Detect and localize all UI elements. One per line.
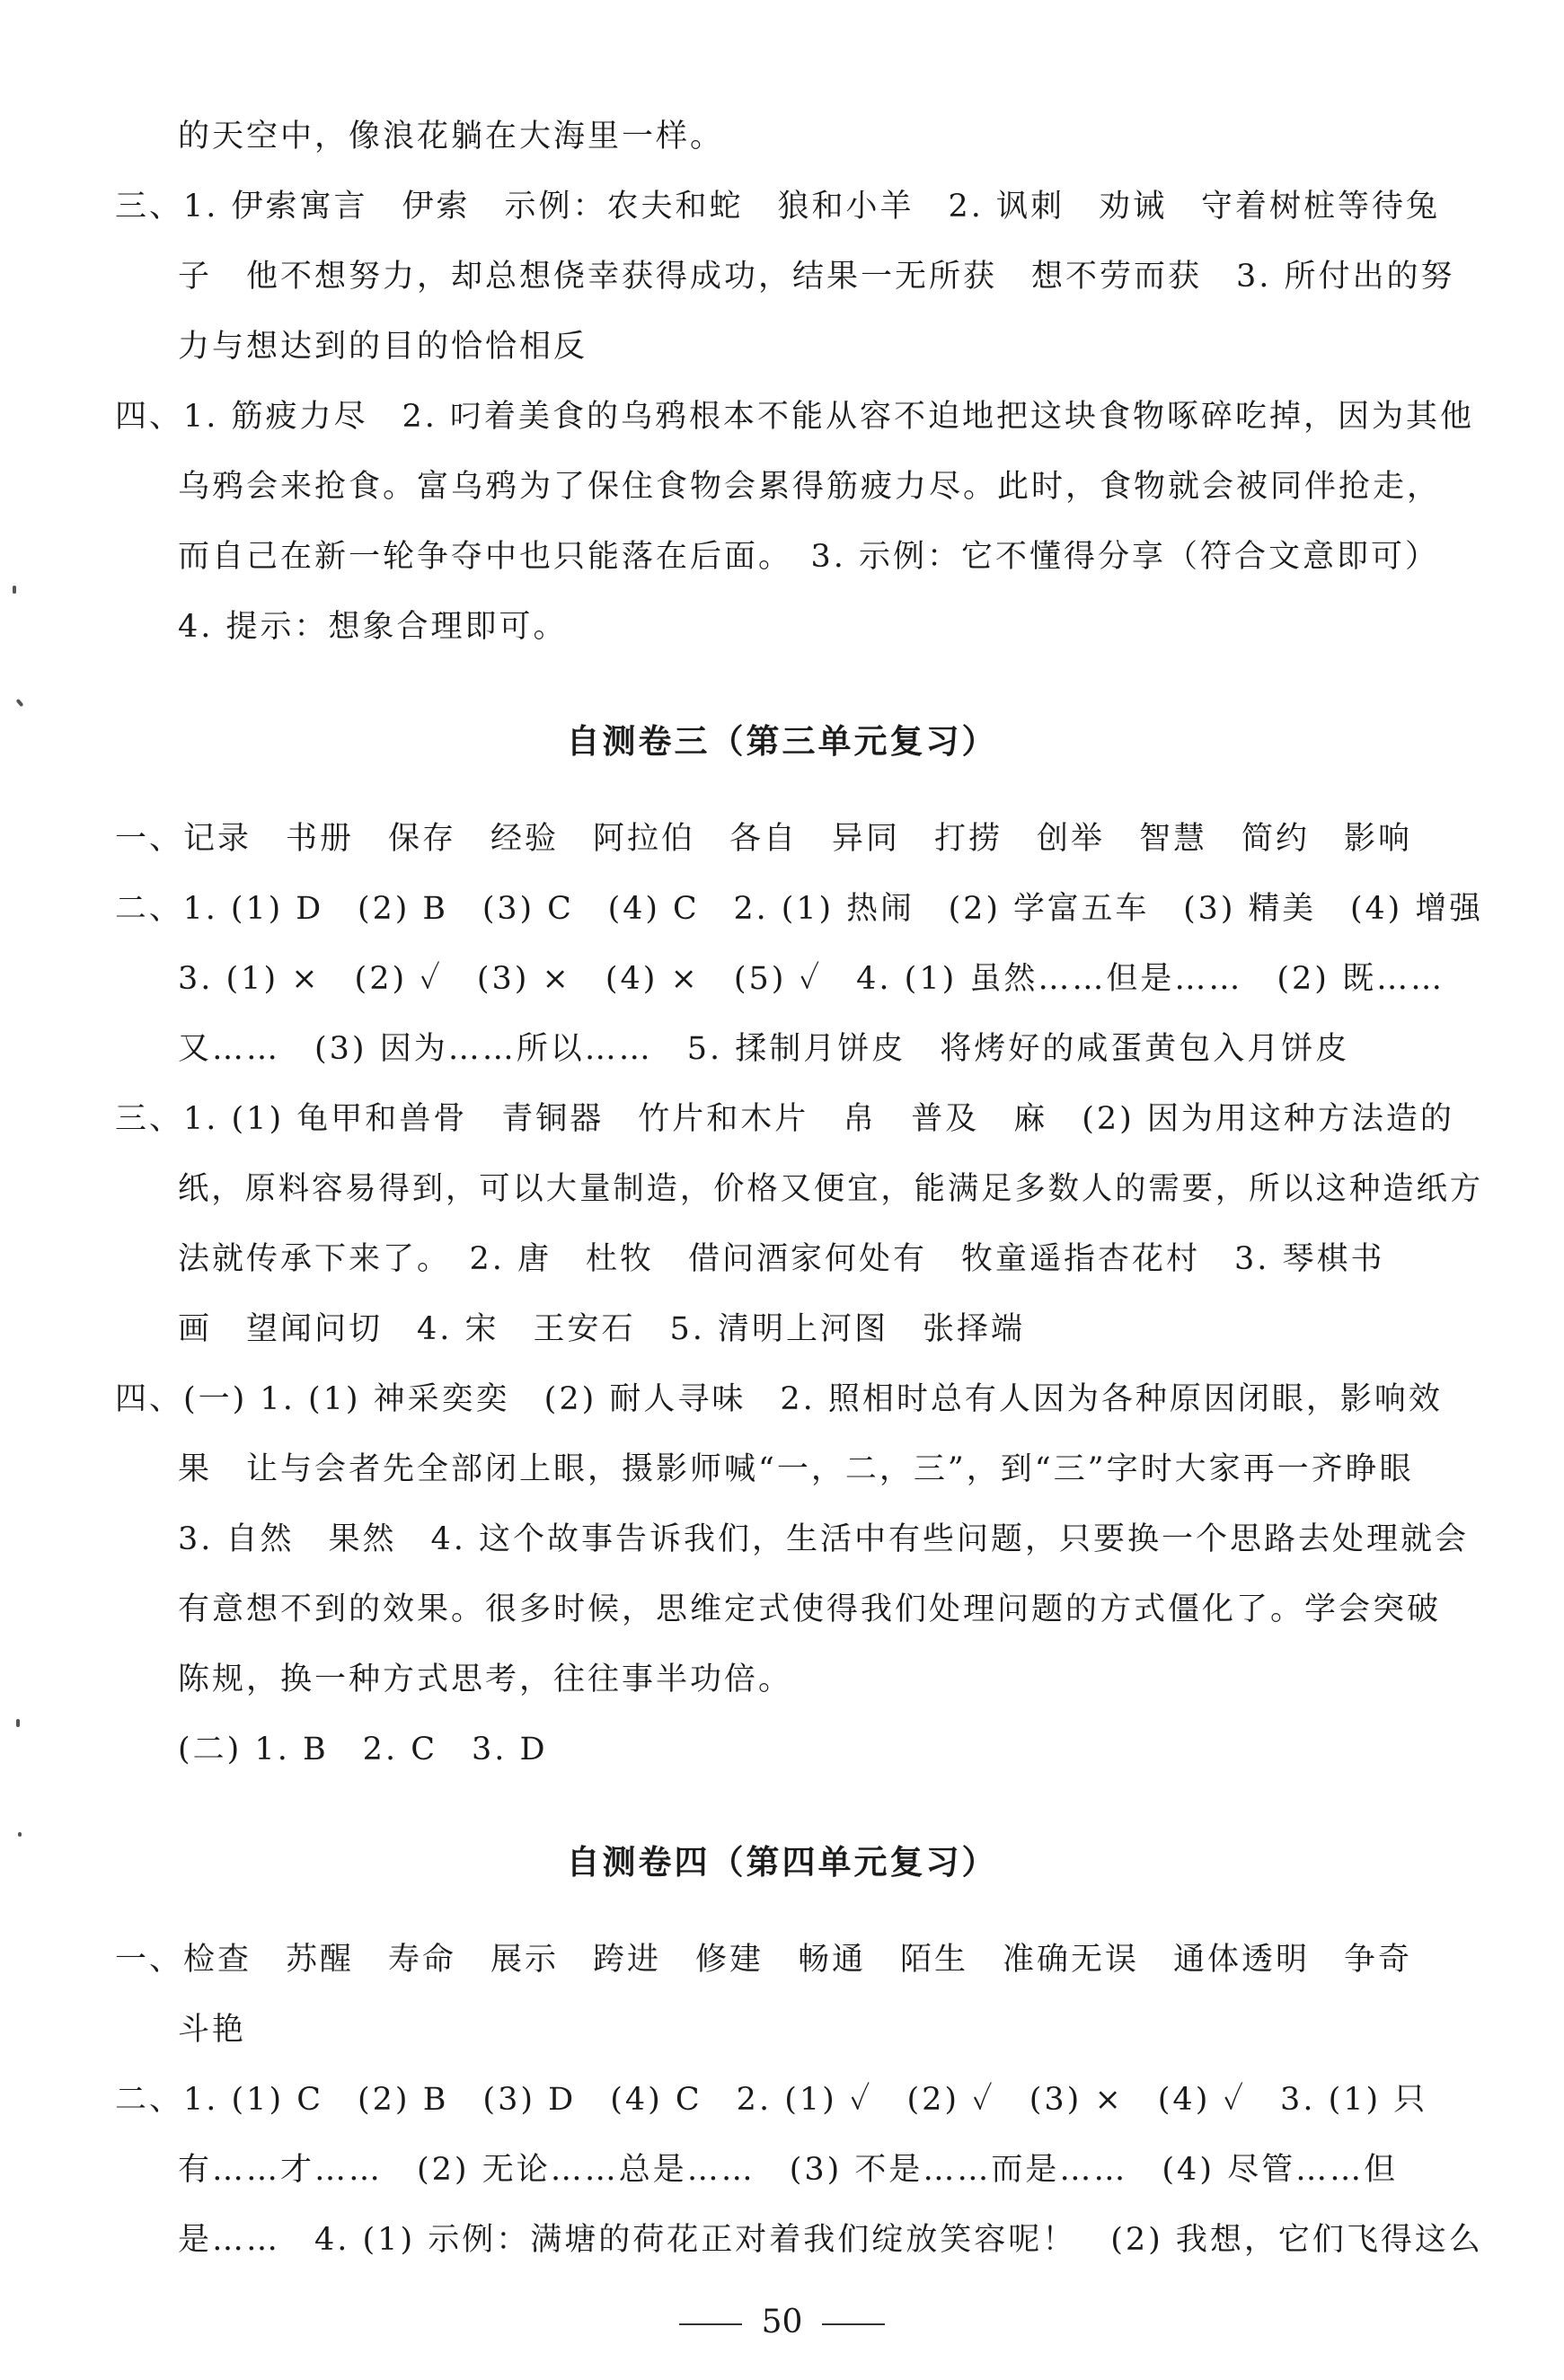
text-line: 纸，原料容易得到，可以大量制造，价格又便宜，能满足多数人的需要，所以这种造纸方 (178, 1171, 1483, 1207)
text-line: 是…… 4. (1) 示例：满塘的荷花正对着我们绽放笑容呢！ (2) 我想，它们飞得这么 (178, 2222, 1483, 2258)
text-line: 一、记录 书册 保存 经验 阿拉伯 各自 异同 打捞 创举 智慧 简约 影响 (115, 821, 1413, 857)
text-line: 画 望闻问切 4. 宋 王安石 5. 清明上河图 张择端 (178, 1311, 1026, 1347)
scan-speck (18, 1832, 22, 1837)
text-line: 三、1. 伊索寓言 伊索 示例：农夫和蛇 狼和小羊 2. 讽刺 劝诫 守着树桩等待兔 (115, 189, 1441, 225)
text-line: 4. 提示：想象合理即可。 (178, 609, 568, 645)
page-number-left-dash (679, 2323, 742, 2325)
text-line: 果 让与会者先全部闭上眼，摄影师喊“一，二，三”，到“三”字时大家再一齐睁眼 (178, 1451, 1414, 1487)
text-line: 四、(一) 1. (1) 神采奕奕 (2) 耐人寻味 2. 照相时总有人因为各种原因闭眼，影响效 (115, 1381, 1443, 1417)
text-line: 斗艳 (178, 2012, 247, 2048)
text-line: 有……才…… (2) 无论……总是…… (3) 不是……而是…… (4) 尽管……但 (178, 2152, 1399, 2188)
text-line: 子 他不想努力，却总想侥幸获得成功，结果一无所获 想不劳而获 3. 所付出的努 (178, 259, 1455, 295)
text-line: 三、1. (1) 龟甲和兽骨 青铜器 竹片和木片 帛 普及 麻 (2) 因为用这种方法造的 (115, 1101, 1454, 1137)
text-line: 力与想达到的目的恰恰相反 (178, 329, 588, 365)
text-line: 二、1. (1) C (2) B (3) D (4) C 2. (1) ✓ (2) ✓ (3) × (4) ✓ 3. (1) 只 (115, 2082, 1428, 2118)
text-line: 而自己在新一轮争夺中也只能落在后面。 3. 示例：它不懂得分享（符合文意即可） (178, 539, 1440, 575)
page-number-right-dash (822, 2323, 885, 2325)
scan-speck (13, 586, 16, 594)
text-line: 一、检查 苏醒 寿命 展示 跨进 修建 畅通 陌生 准确无误 通体透明 争奇 (115, 1942, 1413, 1978)
text-line: 陈规，换一种方式思考，往往事半功倍。 (178, 1662, 793, 1697)
scan-speck (16, 699, 24, 707)
page-number-value: 50 (761, 2304, 803, 2340)
text-line: (二) 1. B 2. C 3. D (178, 1732, 548, 1767)
text-line: 的天空中，像浪花躺在大海里一样。 (178, 119, 725, 154)
scan-speck (16, 1719, 20, 1727)
text-line: 3. 自然 果然 4. 这个故事告诉我们，生活中有些问题，只要换一个思路去处理就会 (178, 1521, 1470, 1557)
section-title: 自测卷四（第四单元复习） (566, 1843, 998, 1882)
text-line: 二、1. (1) D (2) B (3) C (4) C 2. (1) 热闹 (2) 学富五车 (3) 精美 (4) 增强 (115, 891, 1483, 927)
page-number (0, 2304, 1564, 2340)
text-line: 法就传承下来了。 2. 唐 杜牧 借问酒家何处有 牧童遥指杏花村 3. 琴棋书 (178, 1241, 1385, 1277)
text-line: 四、1. 筋疲力尽 2. 叼着美食的乌鸦根本不能从容不迫地把这块食物啄碎吃掉，因为其他 (115, 399, 1475, 435)
text-line: 又…… (3) 因为……所以…… 5. 揉制月饼皮 将烤好的咸蛋黄包入月饼皮 (178, 1031, 1350, 1067)
text-line: 乌鸦会来抢食。富乌鸦为了保住食物会累得筋疲力尽。此时，食物就会被同伴抢走， (178, 469, 1442, 505)
text-line: 有意想不到的效果。很多时候，思维定式使得我们处理问题的方式僵化了。学会突破 (178, 1591, 1442, 1627)
section-title: 自测卷三（第三单元复习） (566, 722, 998, 761)
text-line: 3. (1) × (2) ✓ (3) × (4) × (5) ✓ 4. (1) 虽然……但是…… (2) 既…… (178, 961, 1445, 997)
